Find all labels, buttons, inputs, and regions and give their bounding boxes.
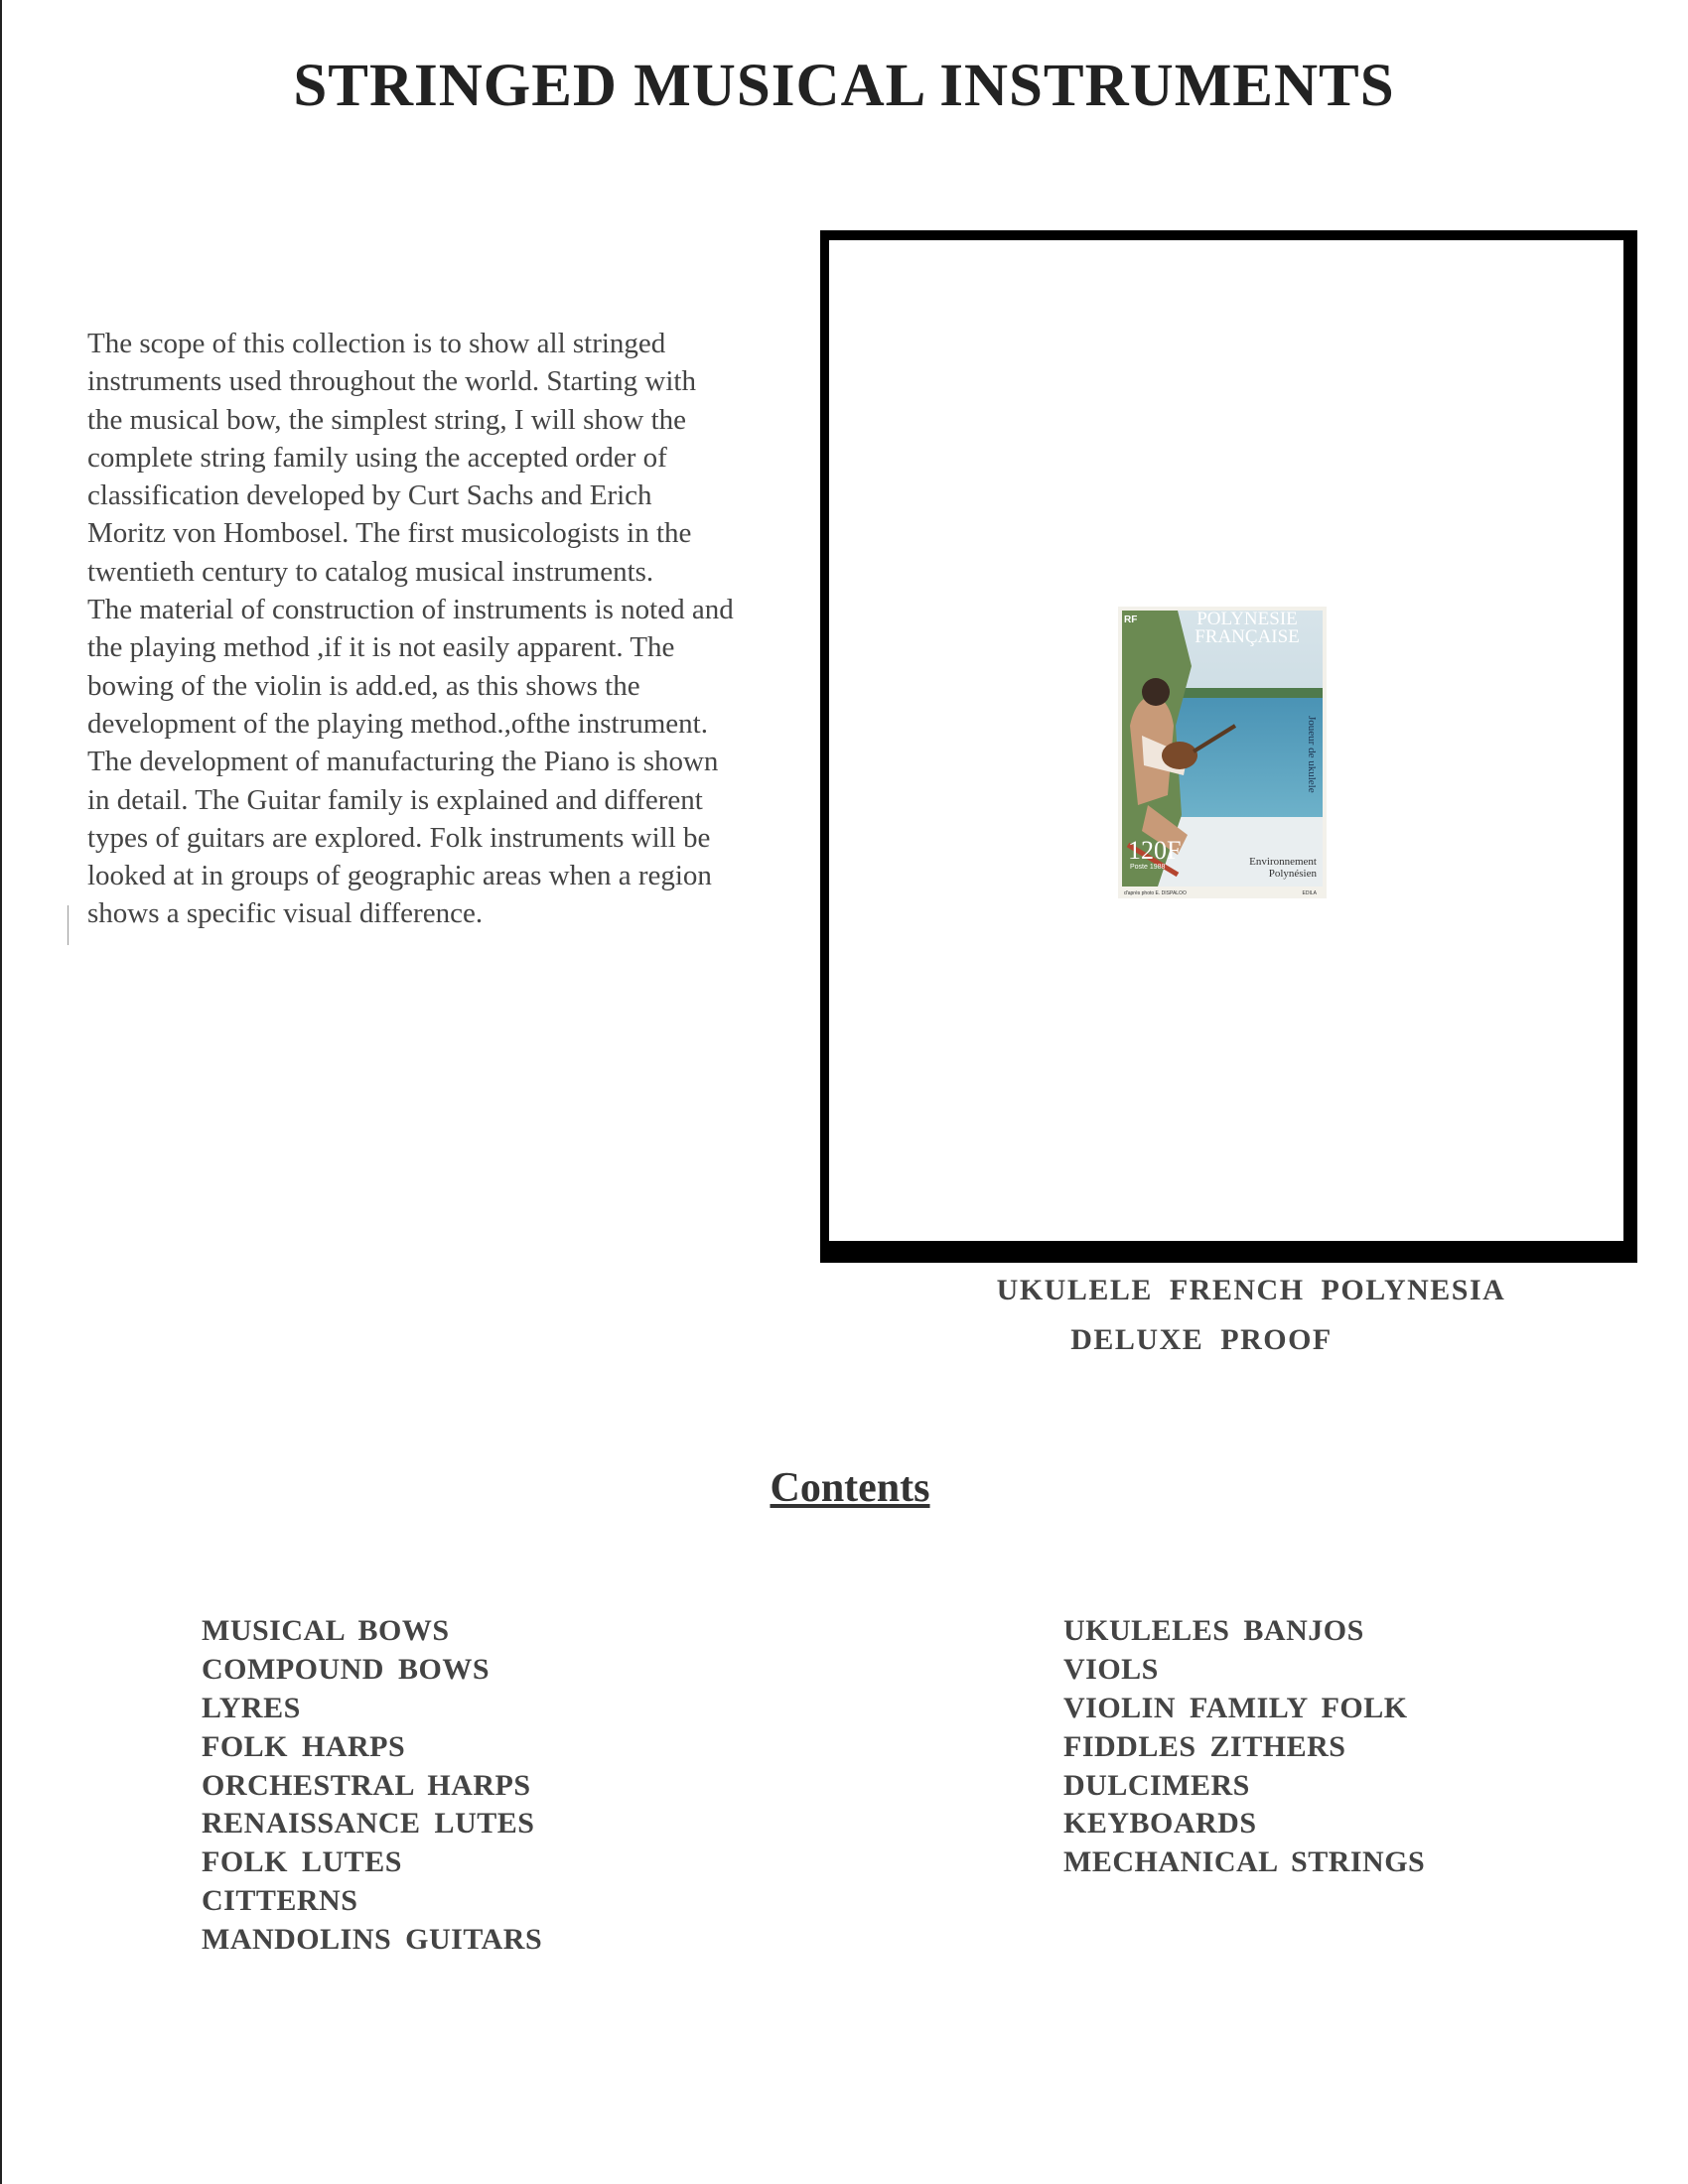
intro-line: in detail. The Guitar family is explained and different xyxy=(87,783,703,816)
intro-line: The scope of this collection is to show all stringed xyxy=(87,328,666,359)
contents-item: DULCIMERS xyxy=(1063,1768,1250,1802)
stamp-country-line1: POLYNESIE xyxy=(1196,609,1298,629)
intro-line: The material of construction of instruments is noted and xyxy=(87,594,734,626)
stamp-series-line1: Environnement xyxy=(1249,856,1317,868)
margin-mark xyxy=(68,905,69,945)
contents-list-right xyxy=(1063,1612,1425,1882)
contents-list-left xyxy=(202,1612,542,1960)
stamp-printer: EDILA xyxy=(1302,890,1317,896)
contents-item: MANDOLINS GUITARS xyxy=(202,1923,543,1957)
stamp-side-text: Joueur de ukulele xyxy=(1306,716,1318,793)
stamp-imprint: Poste 1988 xyxy=(1130,864,1166,871)
contents-item: COMPOUND BOWS xyxy=(202,1652,490,1686)
page-left-border xyxy=(0,0,2,2184)
stamp-caption-subtitle: DELUXE PROOF xyxy=(1070,1323,1333,1356)
contents-item: CITTERNS xyxy=(202,1884,358,1918)
intro-line: Moritz von Hombosel. The first musicologists in the xyxy=(87,517,692,550)
stamp-value: 120F xyxy=(1128,836,1182,865)
stamp-series-line2: Polynésien xyxy=(1268,868,1317,880)
intro-line: instruments used throughout the world. Starting with xyxy=(87,365,696,398)
intro-line: classification developed by Curt Sachs and Erich xyxy=(87,479,652,512)
intro-line: looked at in groups of geographic areas when a region xyxy=(87,860,712,892)
stamp-image xyxy=(1118,607,1327,898)
intro-line: shows a specific visual difference. xyxy=(87,897,484,930)
intro-line: the musical bow, the simplest string, I will show the xyxy=(87,403,687,436)
contents-item: KEYBOARDS xyxy=(1063,1807,1257,1841)
contents-item: MUSICAL BOWS xyxy=(202,1614,450,1647)
stamp-credit: d'après photo E. DISPALOO xyxy=(1124,890,1187,896)
page-title: STRINGED MUSICAL INSTRUMENTS xyxy=(293,53,1395,119)
contents-item: ORCHESTRAL HARPS xyxy=(202,1768,531,1802)
intro-line: bowing of the violin is add.ed, as this shows the xyxy=(87,669,640,702)
contents-heading: Contents xyxy=(770,1465,930,1511)
intro-line: the playing method ,if it is not easily apparent. The xyxy=(87,631,675,664)
intro-line: types of guitars are explored. Folk instruments will be xyxy=(87,821,711,854)
intro-line: The development of manufacturing the Piano is shown xyxy=(87,746,719,778)
contents-item: FIDDLES ZITHERS xyxy=(1063,1729,1346,1763)
intro-line: development of the playing method.,ofthe instrument. xyxy=(87,707,708,740)
intro-line: twentieth century to catalog musical instruments. xyxy=(87,555,654,588)
contents-item: MECHANICAL STRINGS xyxy=(1063,1845,1426,1879)
intro-paragraph xyxy=(87,325,822,933)
stamp-country-line2: FRANÇAISE xyxy=(1195,626,1300,647)
stamp-rf: RF xyxy=(1124,614,1138,625)
contents-item: UKULELES BANJOS xyxy=(1063,1614,1364,1647)
contents-item: RENAISSANCE LUTES xyxy=(202,1807,535,1841)
contents-item: FOLK LUTES xyxy=(202,1845,402,1879)
intro-line: complete string family using the accepted order of xyxy=(87,441,667,474)
contents-item: LYRES xyxy=(202,1691,301,1724)
contents-item: VIOLIN FAMILY FOLK xyxy=(1063,1691,1408,1724)
contents-item: VIOLS xyxy=(1063,1652,1159,1686)
contents-item: FOLK HARPS xyxy=(202,1729,406,1763)
stamp-caption-title: UKULELE FRENCH POLYNESIA xyxy=(996,1274,1506,1306)
